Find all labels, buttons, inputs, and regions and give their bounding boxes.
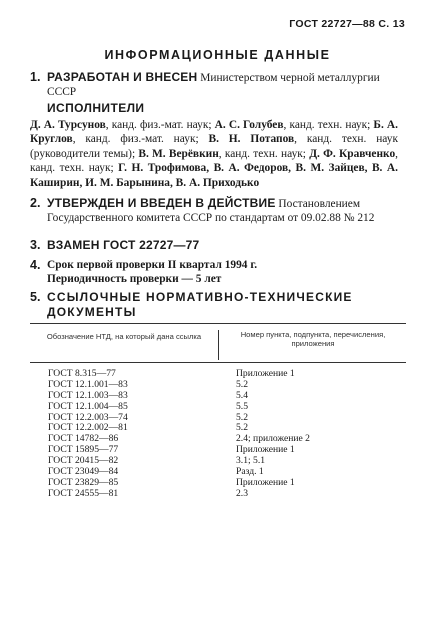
ntd-designation: ГОСТ 12.1.001—83 <box>48 378 128 390</box>
section-heading: ВЗАМЕН ГОСТ 22727—77 <box>47 238 200 252</box>
section-text: Министерством черной металлургии СССР <box>47 72 380 99</box>
ntd-designation: ГОСТ 12.1.004—85 <box>48 400 128 412</box>
table-row <box>30 489 406 500</box>
performer-degree: , канд. техн. наук; <box>218 147 310 160</box>
ntd-designation: ГОСТ 15895—77 <box>48 444 119 456</box>
section-2 <box>30 196 405 226</box>
review-term: Срок первой проверки II квартал 1994 г. <box>47 259 258 271</box>
section-5 <box>30 290 405 321</box>
performer-name: Д. А. Турсунов <box>30 119 106 131</box>
ntd-designation: ГОСТ 20415—82 <box>48 455 119 467</box>
ntd-designation: ГОСТ 23049—84 <box>48 466 119 478</box>
section-number: 1. <box>30 70 41 84</box>
performer-name: В. Н. Потапов <box>208 133 295 146</box>
clause-reference: 2.3 <box>236 487 248 499</box>
section-text: Постановлением Государственного комитета СССР по стандартам от 09.02.88 № 212 <box>47 198 375 225</box>
ntd-designation: ГОСТ 12.2.003—74 <box>48 411 128 423</box>
section-heading: УТВЕРЖДЕН И ВВЕДЕН В ДЕЙСТВИЕ <box>47 196 276 210</box>
ntd-designation: ГОСТ 8.315—77 <box>48 368 116 379</box>
doc-title: ИНФОРМАЦИОННЫЕ ДАННЫЕ <box>104 48 331 62</box>
clause-reference: Приложение 1 <box>236 476 295 488</box>
section-3 <box>30 238 405 253</box>
review-period: Периодичность проверки — 5 лет <box>47 273 222 286</box>
performer-degree: , канд. техн. наук (руководители темы); <box>30 133 399 160</box>
performer-name: А. С. Голубев <box>214 119 284 131</box>
section-number: 3. <box>30 238 41 252</box>
table-row <box>30 402 406 413</box>
reference-table <box>30 323 406 500</box>
ntd-designation: ГОСТ 14782—86 <box>48 433 119 445</box>
section-4 <box>30 258 405 287</box>
performer-degree: , канд. техн. наук; <box>283 119 374 131</box>
clause-reference: 5.2 <box>236 411 248 423</box>
column-header-ntd: Обозначение НТД, на который дана ссылка <box>46 332 202 341</box>
clause-reference: 5.4 <box>236 389 248 401</box>
clause-reference: 5.5 <box>236 400 248 412</box>
clause-reference: Приложение 1 <box>236 368 295 379</box>
performer-degree: , канд. техн. наук; <box>30 147 398 175</box>
table-header <box>30 323 406 363</box>
column-header-clause: Номер пункта, подпункта, перечисления, приложения <box>218 330 407 360</box>
section-heading: РАЗРАБОТАН И ВНЕСЕН <box>47 70 198 84</box>
ntd-designation: ГОСТ 23829—85 <box>48 476 119 488</box>
section-number: 4. <box>30 258 41 272</box>
section-number: 2. <box>30 196 41 210</box>
clause-reference: 5.2 <box>236 422 248 434</box>
clause-reference: Разд. 1 <box>236 466 264 478</box>
page-header: ГОСТ 22727—88 С. 13 <box>289 18 405 30</box>
clause-reference: 5.2 <box>236 378 248 390</box>
performer-name: В. М. Верёвкин <box>138 147 219 160</box>
clause-reference: 2.4; приложение 2 <box>236 433 310 445</box>
performer-name: Г. Н. Трофимова, В. А. Федоров, В. М. Зайцев, В. А. Каширин, И. М. Барынина, В. А. Приходько <box>30 162 398 189</box>
section-heading: ССЫЛОЧНЫЕ НОРМАТИВНО-ТЕХНИЧЕСКИЕ ДОКУМЕНТЫ <box>47 290 353 320</box>
performer-name: Д. Ф. Кравченко <box>309 147 396 160</box>
ntd-designation: ГОСТ 24555—81 <box>48 487 119 499</box>
ntd-designation: ГОСТ 12.1.003—83 <box>48 389 128 401</box>
ntd-designation: ГОСТ 12.2.002—81 <box>48 422 128 434</box>
performer-degree: , канд. физ.-мат. наук; <box>105 119 215 131</box>
performer-name: Б. А. Круглов <box>30 119 398 146</box>
clause-reference: 3.1; 5.1 <box>236 455 266 467</box>
clause-reference: Приложение 1 <box>236 444 295 456</box>
performers-list <box>30 118 398 190</box>
performers-heading: ИСПОЛНИТЕЛИ <box>47 101 145 115</box>
section-1 <box>30 70 405 100</box>
table-body <box>30 369 406 500</box>
performer-degree: , канд. физ.-мат. наук; <box>72 133 209 146</box>
section-number: 5. <box>30 290 41 304</box>
